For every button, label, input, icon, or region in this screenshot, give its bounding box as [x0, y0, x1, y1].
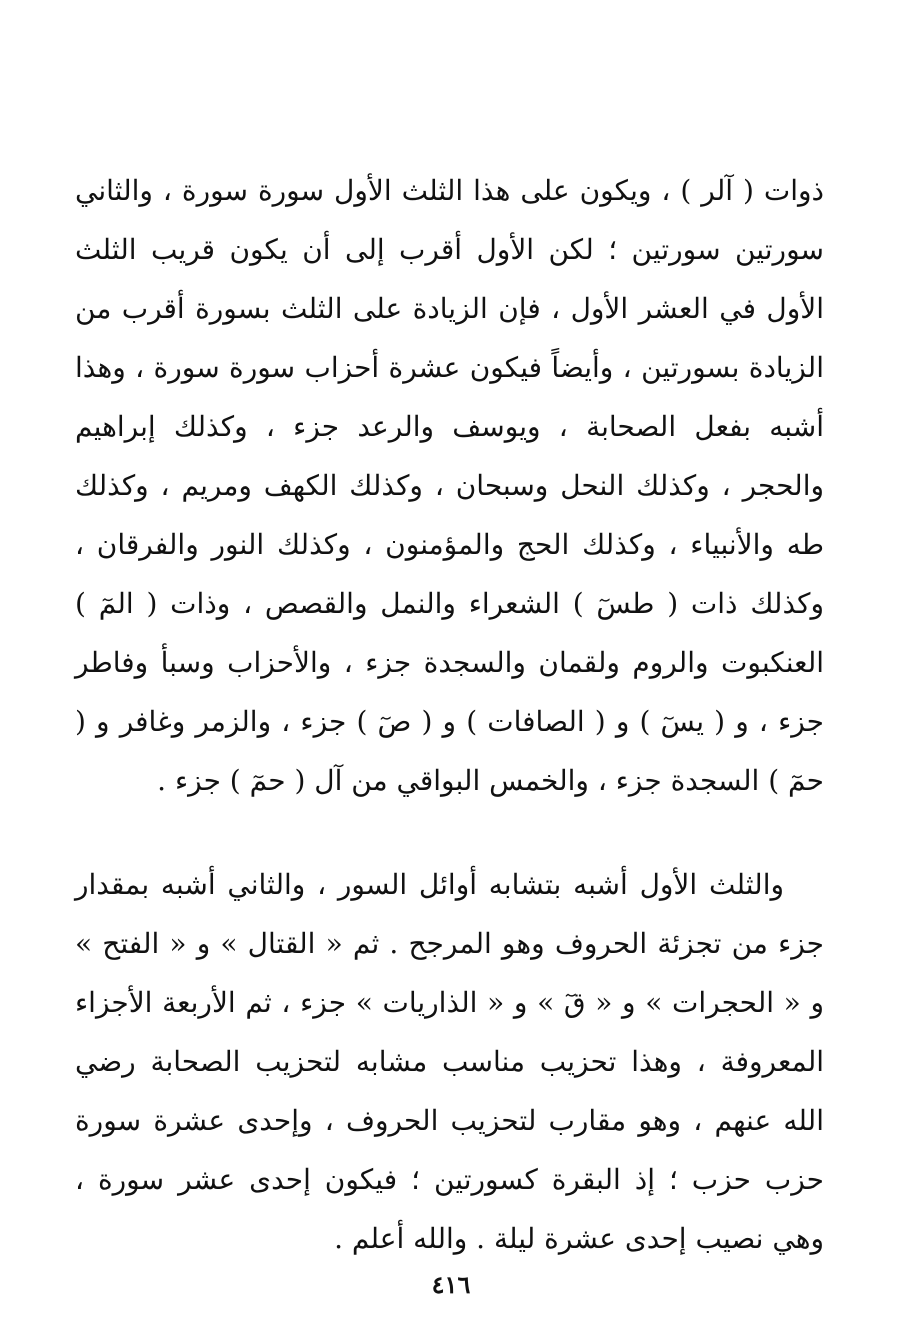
paragraph-1: ذوات ( آلر ) ، ويكون على هذا الثلث الأول سورة سورة ، والثاني سورتين سورتين ؛ لكن الأول أقرب إلى أن يكون قريب الثلث الأول في العشر الأول ، فإن الزيادة على الثلث بسورة أقرب من الزيادة بسورتين ، وأيضاً فيكون عشرة أحزاب سورة سورة ، وهذا أشبه بفعل الصحابة ، ويوسف والرعد جزء ، وكذلك إبراهيم والحجر ، وكذلك النحل وسبحان ، وكذلك الكهف ومريم ، وكذلك طه والأنبياء ، وكذلك الحج والمؤمنون ، وكذلك النور والفرقان ، وكذلك ذات ( طسٓ ) الشعراء والنمل والقصص ، وذات ( المٓ ) العنكبوت والروم ولقمان والسجدة جزء ، والأحزاب وسبأ وفاطر جزء ، و ( يسٓ ) و ( الصافات ) و ( صٓ ) جزء ، والزمر وغافر و ( حمٓ ) السجدة جزء ، والخمس البواقي من آل ( حمٓ ) جزء . — [75, 174, 824, 797]
paragraph-2: والثلث الأول أشبه بتشابه أوائل السور ، والثاني أشبه بمقدار جزء من تجزئة الحروف وهو المرجح . ثم « القتال » و « الفتح » و « الحجرات » و « قٓ » و « الذاريات » جزء ، ثم الأربعة الأجزاء المعروفة ، وهذا تحزيب مناسب مشابه لتحزيب الصحابة رضي الله عنهم ، وهو مقارب لتحزيب الحروف ، وإحدى عشرة سورة حزب حزب ؛ إذ البقرة كسورتين ؛ فيكون إحدى عشر سورة ، وهي نصيب إحدى عشرة ليلة . والله أعلم . — [75, 868, 824, 1255]
page-number: ٤١٦ — [431, 1270, 471, 1299]
